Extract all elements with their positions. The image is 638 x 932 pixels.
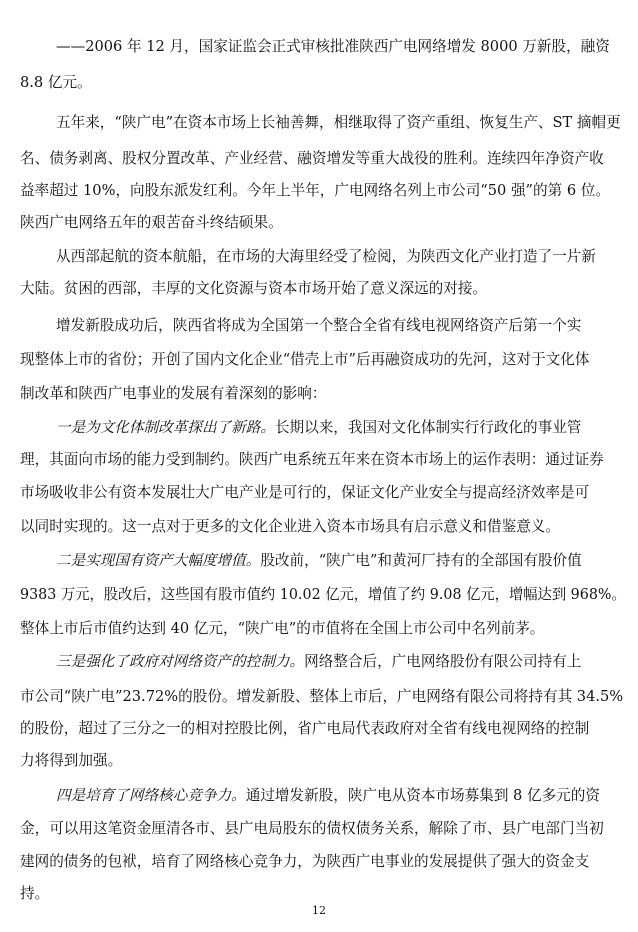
paragraph-7-line-1 xyxy=(56,652,581,672)
paragraph-1-line-2: 8.8 亿元。 xyxy=(20,74,92,91)
paragraph-2-line-3: 益率超过 10%，向股东派发红利。今年上半年，广电网络名列上市公司“50 强”的第 6 位。 xyxy=(20,182,610,199)
paragraph-1-line-1: ——2006 年 12 月，国家证监会正式审核批准陕西广电网络增发 8000 万新股，融资 xyxy=(56,38,610,55)
paragraph-8-line-3: 建网的债务的包袱，培育了网络核心竞争力，为陕西广电事业的发展提供了强大的资金支 xyxy=(20,853,590,870)
point-3-heading: 三是强化了政府对网络资产的控制力。 xyxy=(56,653,305,670)
paragraph-8-line-2: 金，可以用这笔资金厘清各市、县广电局股东的债权债务关系，解除了市、县广电部门当初 xyxy=(20,820,604,837)
paragraph-3-line-2: 大陆。贫困的西部，丰厚的文化资源与资本市场开始了意义深远的对接。 xyxy=(20,280,488,297)
point-2-text: 股改前，“陕广电”和黄河厂持有的全部国有股价值 xyxy=(260,552,582,569)
page-number: 12 xyxy=(312,904,326,917)
paragraph-5-line-2: 理，其面向市场的能力受到制约。陕西广电系统五年来在资本市场上的运作表明：通过证券 xyxy=(20,451,604,468)
paragraph-2-line-1: 五年来，“陕广电”在资本市场上长袖善舞，相继取得了资产重组、恢复生产、ST 摘帽更 xyxy=(56,114,621,131)
paragraph-7-line-2: 市公司“陕广电”23.72%的股份。增发新股、整体上市后，广电网络有限公司将持有其 34.5% xyxy=(20,688,624,705)
point-1-text: 长期以来，我国对文化体制实行行政化的事业管 xyxy=(274,419,582,436)
paragraph-4-line-3: 制改革和陕西广电事业的发展有着深刻的影响： xyxy=(20,385,327,402)
paragraph-2-line-4: 陕西广电网络五年的艰苦奋斗终结硕果。 xyxy=(20,214,283,231)
paragraph-5-line-1 xyxy=(56,418,581,438)
paragraph-4-line-2: 现整体上市的省份；开创了国内文化企业“借壳上市”后再融资成功的先河，这对于文化体 xyxy=(20,351,590,368)
paragraph-6-line-3: 整体上市后市值约达到 40 亿元，“陕广电”的市值将在全国上市公司中名列前茅。 xyxy=(20,620,545,637)
paragraph-3-line-1: 从西部起航的资本航船，在市场的大海里经受了检阅，为陕西文化产业打造了一片新 xyxy=(56,248,596,265)
paragraph-8-line-4: 持。 xyxy=(20,885,50,902)
paragraph-6-line-2: 9383 万元，股改后，这些国有股市值约 10.02 亿元，增值了约 9.08 亿元，增幅达到 968%。 xyxy=(20,586,626,603)
paragraph-5-line-4: 以同时实现的。这一点对于更多的文化企业进入资本市场具有启示意义和借鉴意义。 xyxy=(20,518,560,535)
paragraph-5-line-3: 市场吸收非公有资本发展壮大广电产业是可行的，保证文化产业安全与提高经济效率是可 xyxy=(20,484,590,501)
point-3-text: 网络整合后，广电网络股份有限公司持有上 xyxy=(304,653,582,670)
paragraph-4-line-1: 增发新股成功后，陕西省将成为全国第一个整合全省有线电视网络资产后第一个实 xyxy=(56,317,582,334)
point-4-text: 通过增发新股，陕广电从资本市场募集到 8 亿多元的资 xyxy=(245,787,600,804)
point-4-heading: 四是培育了网络核心竞争力。 xyxy=(56,787,246,804)
paragraph-7-line-3: 的股份，超过了三分之一的相对控股比例，省广电局代表政府对全省有线电视网络的控制 xyxy=(20,720,590,737)
paragraph-7-line-4: 力将得到加强。 xyxy=(20,752,123,769)
point-2-heading: 二是实现国有资产大幅度增值。 xyxy=(56,552,261,569)
point-1-heading: 一是为文化体制改革探出了新路。 xyxy=(56,419,275,436)
paragraph-2-line-2: 名、债务剥离、股权分置改革、产业经营、融资增发等重大战役的胜利。连续四年净资产收 xyxy=(20,150,604,167)
paragraph-8-line-1 xyxy=(56,786,600,806)
paragraph-6-line-1 xyxy=(56,551,582,571)
